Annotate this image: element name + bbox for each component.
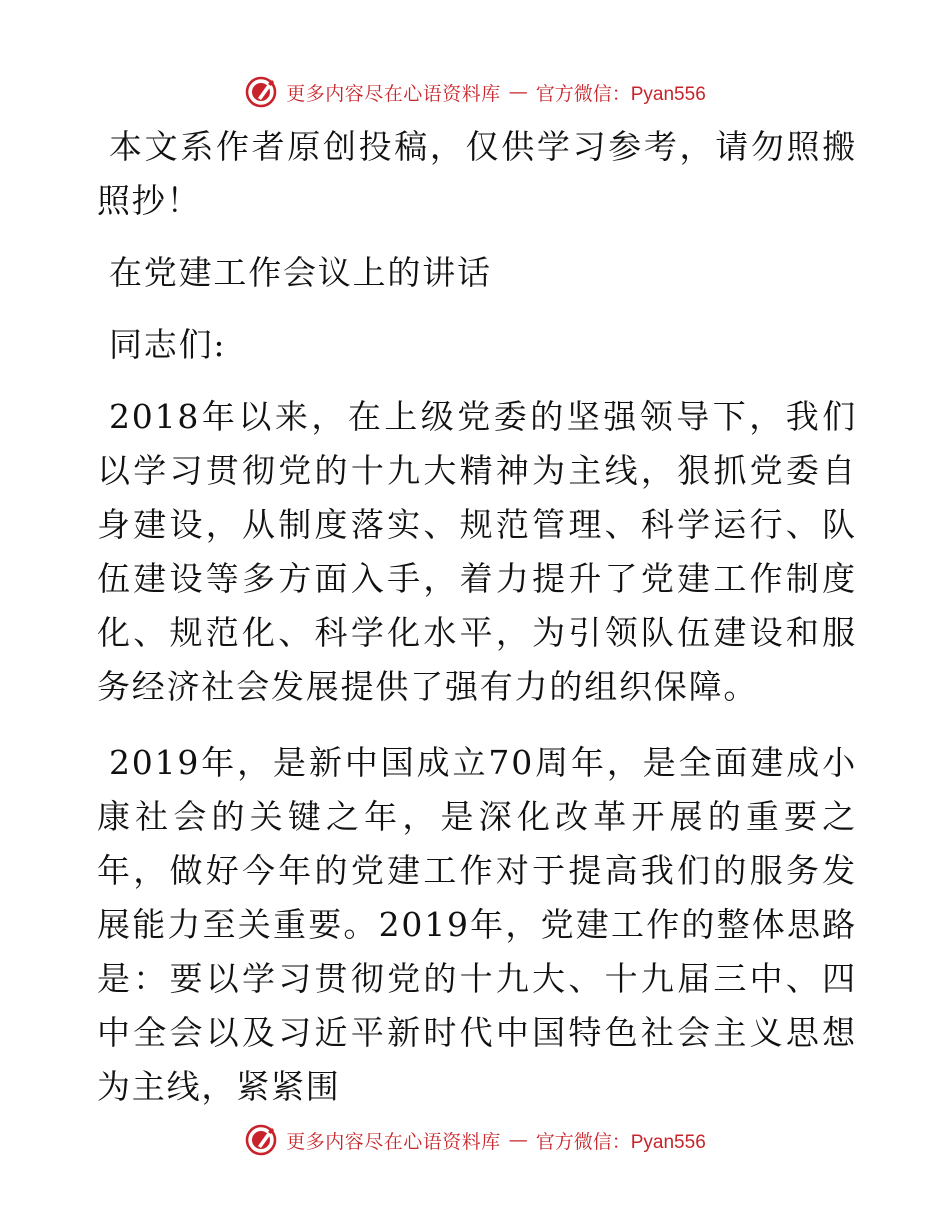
banner-separator: —	[508, 81, 528, 103]
document-body	[97, 120, 857, 1136]
document-title: 在党建工作会议上的讲话	[109, 253, 492, 292]
pen-nib-logo-icon	[244, 1123, 278, 1157]
paragraph-2: 2019年，是新中国成立70周年，是全面建成小康社会的关键之年，是深化改革开展的重要之年，做好今年的党建工作对于提高我们的服务发展能力至关重要。2019年，党建工作的整体思路是：要以学习贯彻党的十九大、十九届三中、四中全会以及习近平新时代中国特色社会主义思想为主线，紧紧围	[97, 743, 857, 1106]
salutation: 同志们:	[109, 325, 227, 364]
banner-wechat-text: 官方微信：Pyan556	[535, 83, 706, 105]
banner-separator: —	[508, 1129, 528, 1151]
pen-nib-logo-icon	[244, 75, 278, 109]
header-banner	[0, 72, 950, 112]
banner-site-text: 更多内容尽在心语资料库	[286, 82, 501, 105]
footer-banner	[0, 1120, 950, 1160]
paragraph-1: 2018年以来，在上级党委的坚强领导下，我们以学习贯彻党的十九大精神为主线，狠抓党委自身建设，从制度落实、规范管理、科学运行、队伍建设等多方面入手，着力提升了党建工作制度化、规范化、科学化水平，为引领队伍建设和服务经济社会发展提供了强有力的组织保障。	[97, 397, 857, 706]
banner-wechat-text: 官方微信：Pyan556	[535, 1131, 706, 1153]
notice-text: 本文系作者原创投稿，仅供学习参考，请勿照搬照抄！	[97, 127, 857, 220]
banner-site-text: 更多内容尽在心语资料库	[286, 1130, 501, 1153]
